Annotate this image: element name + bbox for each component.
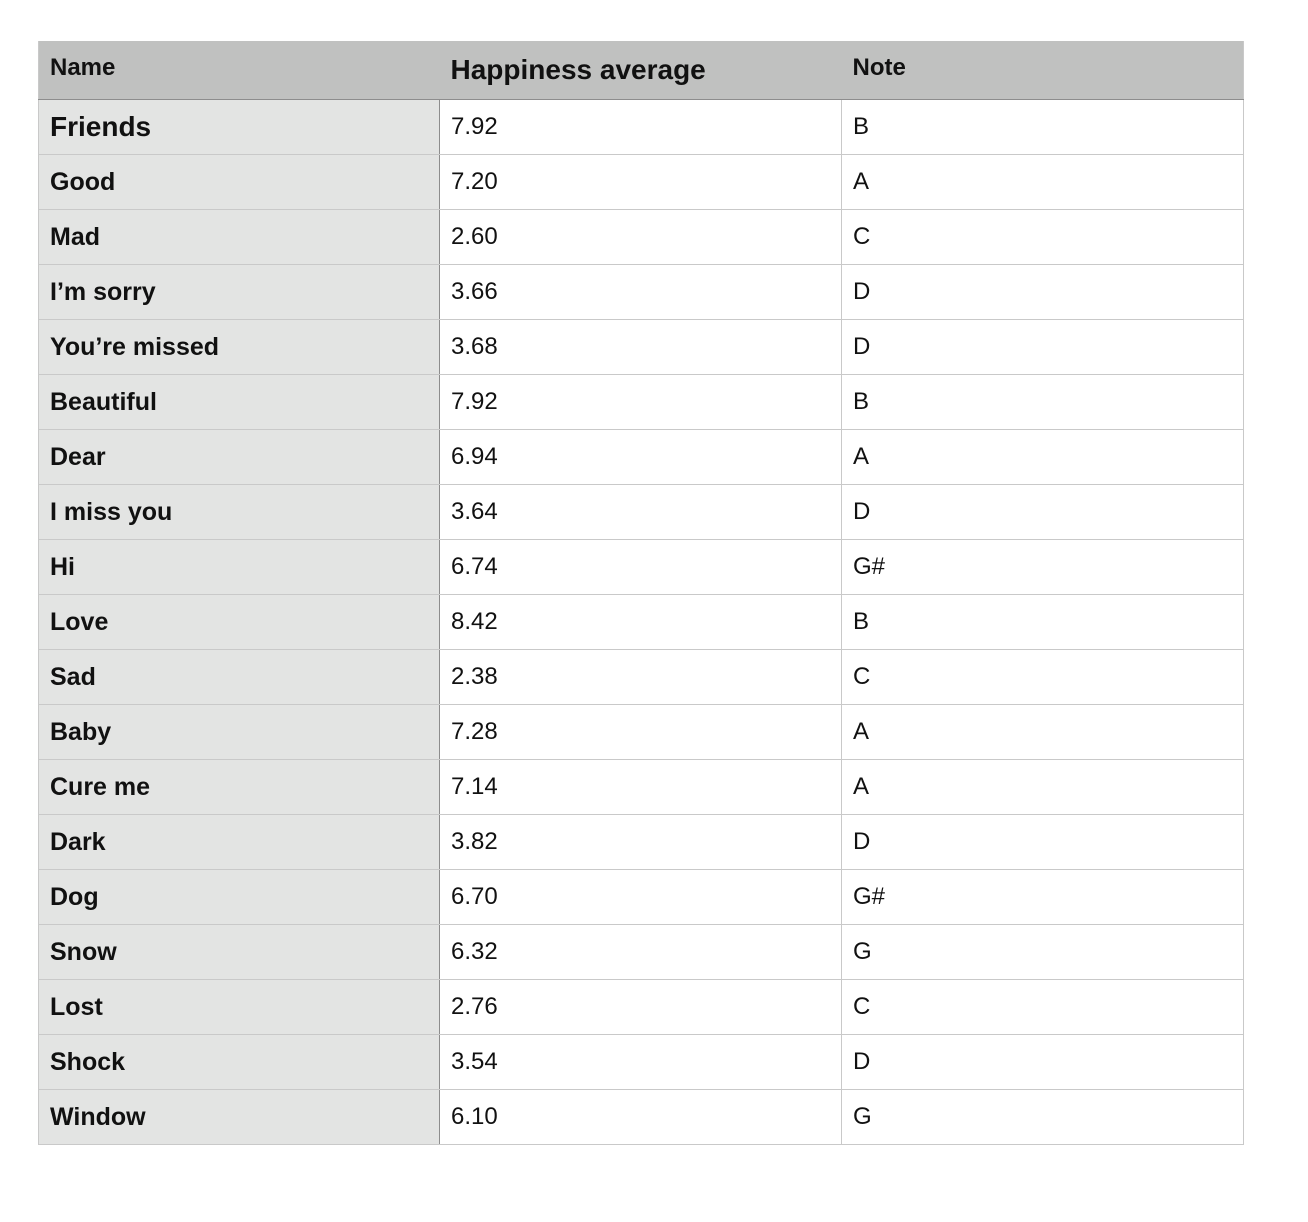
table-row[interactable] xyxy=(39,375,1244,430)
note-cell[interactable]: D xyxy=(842,265,1244,320)
happiness-cell[interactable]: 3.66 xyxy=(440,265,842,320)
happiness-cell[interactable]: 8.42 xyxy=(440,595,842,650)
happiness-cell[interactable]: 3.54 xyxy=(440,1035,842,1090)
note-cell[interactable]: B xyxy=(842,595,1244,650)
note-cell[interactable]: D xyxy=(842,815,1244,870)
happiness-cell[interactable]: 6.94 xyxy=(440,430,842,485)
table-row[interactable] xyxy=(39,430,1244,485)
table-row[interactable] xyxy=(39,595,1244,650)
happiness-cell[interactable]: 6.74 xyxy=(440,540,842,595)
happiness-cell[interactable]: 3.68 xyxy=(440,320,842,375)
table-row[interactable] xyxy=(39,815,1244,870)
happiness-cell[interactable]: 3.64 xyxy=(440,485,842,540)
header-row xyxy=(39,41,1244,100)
happiness-cell[interactable]: 7.20 xyxy=(440,155,842,210)
table-row[interactable] xyxy=(39,760,1244,815)
note-cell[interactable]: C xyxy=(842,980,1244,1035)
name-cell[interactable]: Friends xyxy=(39,100,440,155)
name-cell[interactable]: Shock xyxy=(39,1035,440,1090)
happiness-cell[interactable]: 2.60 xyxy=(440,210,842,265)
happiness-table-container xyxy=(38,41,1243,1145)
name-cell[interactable]: I miss you xyxy=(39,485,440,540)
table-row[interactable] xyxy=(39,540,1244,595)
name-cell[interactable]: Dear xyxy=(39,430,440,485)
name-cell[interactable]: Lost xyxy=(39,980,440,1035)
table-row[interactable] xyxy=(39,485,1244,540)
name-cell[interactable]: Cure me xyxy=(39,760,440,815)
table-row[interactable] xyxy=(39,1035,1244,1090)
note-cell[interactable]: A xyxy=(842,760,1244,815)
name-cell[interactable]: Love xyxy=(39,595,440,650)
column-header-happiness-average[interactable]: Happiness average xyxy=(440,41,842,100)
note-cell[interactable]: G xyxy=(842,925,1244,980)
name-cell[interactable]: Dog xyxy=(39,870,440,925)
note-cell[interactable]: G# xyxy=(842,540,1244,595)
table-row[interactable] xyxy=(39,650,1244,705)
note-cell[interactable]: D xyxy=(842,1035,1244,1090)
name-cell[interactable]: Beautiful xyxy=(39,375,440,430)
note-cell[interactable]: A xyxy=(842,430,1244,485)
name-cell[interactable]: Snow xyxy=(39,925,440,980)
happiness-cell[interactable]: 2.38 xyxy=(440,650,842,705)
happiness-cell[interactable]: 2.76 xyxy=(440,980,842,1035)
happiness-cell[interactable]: 6.70 xyxy=(440,870,842,925)
note-cell[interactable]: A xyxy=(842,705,1244,760)
table-row[interactable] xyxy=(39,265,1244,320)
table-row[interactable] xyxy=(39,705,1244,760)
happiness-cell[interactable]: 7.28 xyxy=(440,705,842,760)
happiness-cell[interactable]: 3.82 xyxy=(440,815,842,870)
note-cell[interactable]: G xyxy=(842,1090,1244,1145)
column-header-note[interactable]: Note xyxy=(842,41,1244,100)
note-cell[interactable]: D xyxy=(842,320,1244,375)
table-header xyxy=(39,41,1244,100)
table-row[interactable] xyxy=(39,1090,1244,1145)
note-cell[interactable]: C xyxy=(842,210,1244,265)
table-row[interactable] xyxy=(39,925,1244,980)
name-cell[interactable]: You’re missed xyxy=(39,320,440,375)
note-cell[interactable]: A xyxy=(842,155,1244,210)
name-cell[interactable]: Baby xyxy=(39,705,440,760)
name-cell[interactable]: Sad xyxy=(39,650,440,705)
column-header-name[interactable]: Name xyxy=(39,41,440,100)
table-row[interactable] xyxy=(39,870,1244,925)
table-body xyxy=(39,100,1244,1145)
happiness-cell[interactable]: 7.92 xyxy=(440,375,842,430)
table-row[interactable] xyxy=(39,210,1244,265)
table-row[interactable] xyxy=(39,155,1244,210)
name-cell[interactable]: Dark xyxy=(39,815,440,870)
name-cell[interactable]: Window xyxy=(39,1090,440,1145)
table-row[interactable] xyxy=(39,320,1244,375)
happiness-table xyxy=(38,41,1244,1145)
name-cell[interactable]: I’m sorry xyxy=(39,265,440,320)
table-row[interactable] xyxy=(39,980,1244,1035)
happiness-cell[interactable]: 7.92 xyxy=(440,100,842,155)
name-cell[interactable]: Mad xyxy=(39,210,440,265)
name-cell[interactable]: Good xyxy=(39,155,440,210)
happiness-cell[interactable]: 7.14 xyxy=(440,760,842,815)
note-cell[interactable]: C xyxy=(842,650,1244,705)
happiness-cell[interactable]: 6.32 xyxy=(440,925,842,980)
table-row[interactable] xyxy=(39,100,1244,155)
name-cell[interactable]: Hi xyxy=(39,540,440,595)
happiness-cell[interactable]: 6.10 xyxy=(440,1090,842,1145)
note-cell[interactable]: B xyxy=(842,375,1244,430)
note-cell[interactable]: B xyxy=(842,100,1244,155)
note-cell[interactable]: G# xyxy=(842,870,1244,925)
note-cell[interactable]: D xyxy=(842,485,1244,540)
